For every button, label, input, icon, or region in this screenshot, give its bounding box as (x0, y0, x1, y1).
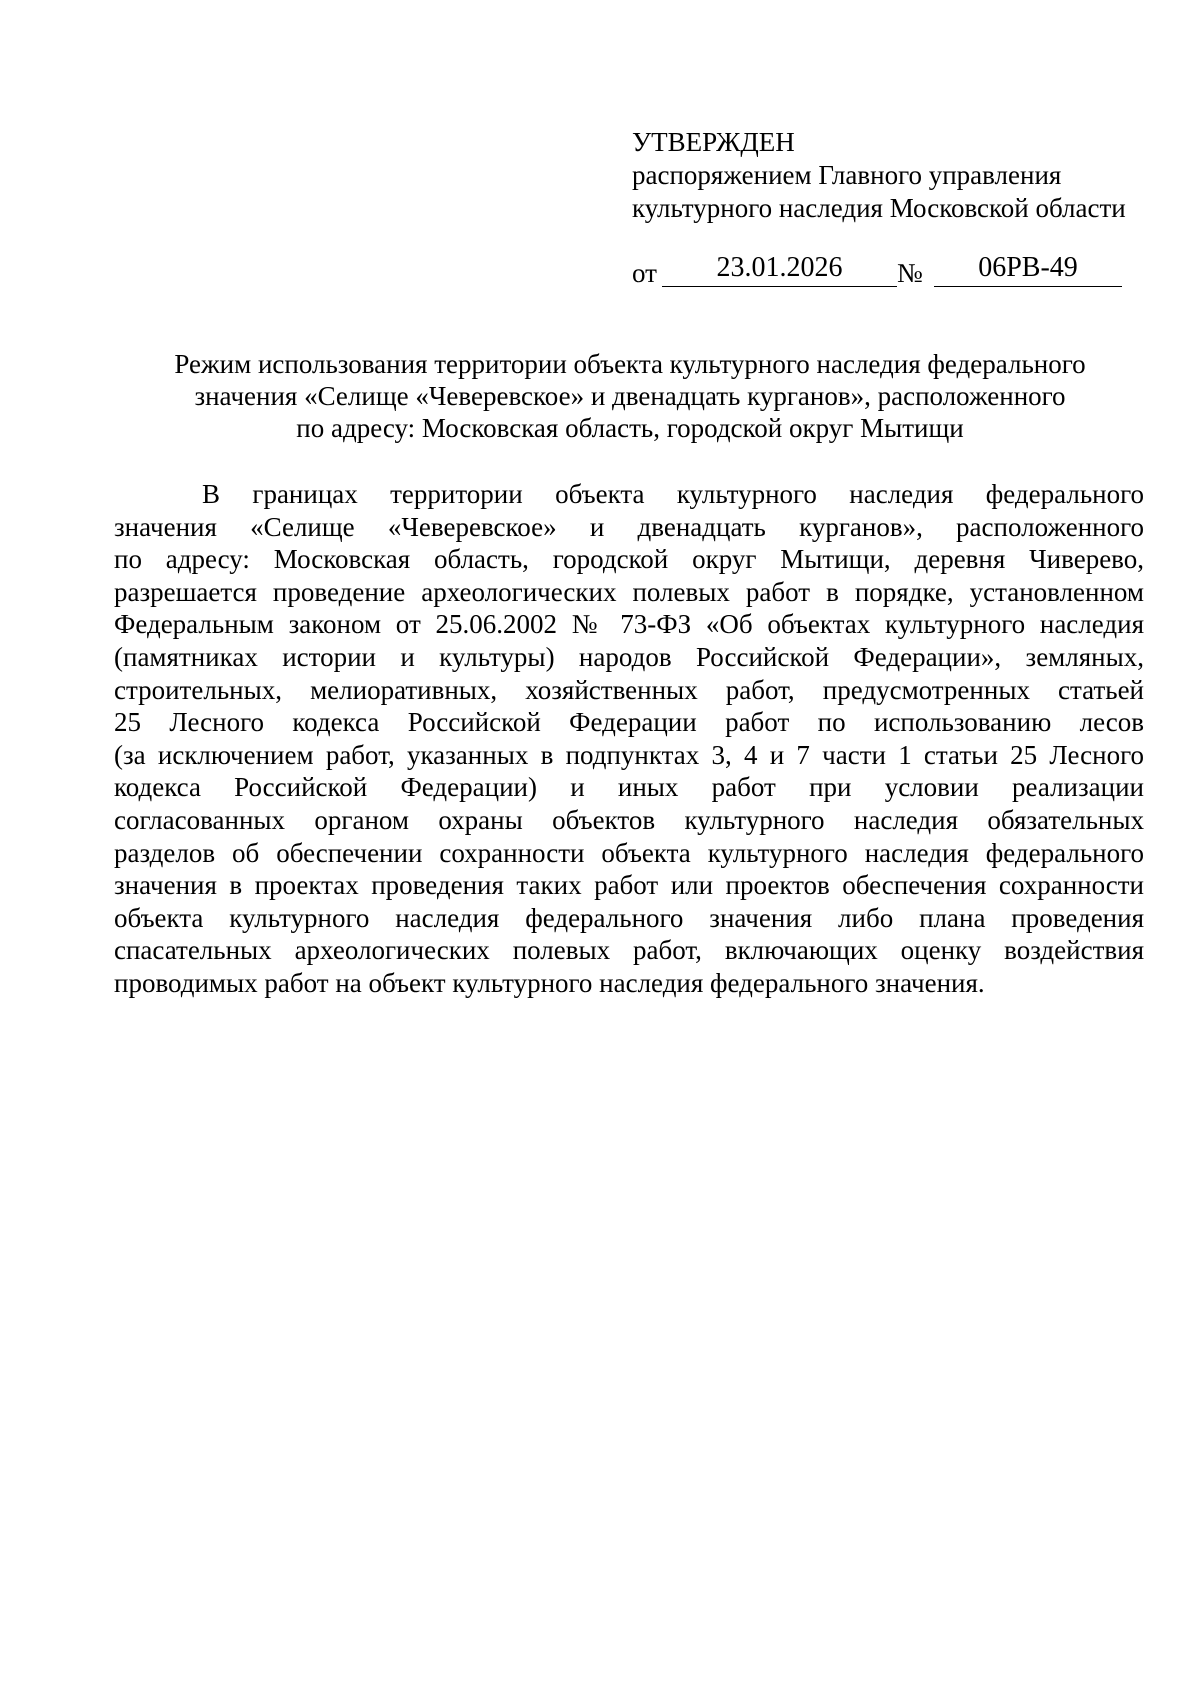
body-line: значения в проектах проведения таких работ или проектов обеспечения сохранности (114, 870, 1144, 901)
order-number: 06РВ-49 (934, 252, 1122, 287)
body-line: спасательных археологических полевых работ, включающих оценку воздействия (114, 935, 1144, 966)
body-line: по адресу: Московская область, городской округ Мытищи, деревня Чиверево, (114, 544, 1144, 575)
document-title (100, 348, 1160, 444)
approval-stamp-block (632, 126, 1152, 225)
document-body (114, 478, 1144, 1000)
order-date: 23.01.2026 (662, 252, 897, 287)
title-line-1: Режим использования территории объекта культурного наследия федерального (174, 349, 1086, 379)
body-line: проводимых работ на объект культурного наследия федерального значения. (114, 967, 985, 998)
body-line: (за исключением работ, указанных в подпунктах 3, 4 и 7 части 1 статьи 25 Лесного (114, 739, 1144, 770)
order-from-label: от (632, 258, 657, 288)
body-line: кодекса Российской Федерации) и иных работ при условии реализации (114, 772, 1144, 803)
title-line-2: значения «Селище «Чеверевское» и двенадцать курганов», расположенного (194, 381, 1066, 411)
title-line-3: по адресу: Московская область, городской округ Мытищи (296, 413, 964, 443)
body-line: разделов об обеспечении сохранности объекта культурного наследия федерального (114, 837, 1144, 868)
body-line: значения «Селище «Чеверевское» и двенадцать курганов», расположенного (114, 511, 1144, 542)
approval-heading: УТВЕРЖДЕН (632, 127, 795, 157)
order-number-label: № (897, 258, 923, 288)
approval-line-1: распоряжением Главного управления (632, 160, 1062, 190)
body-line: (памятниках истории и культуры) народов Российской Федерации», земляных, (114, 641, 1144, 672)
body-line: В границах территории объекта культурного наследия федерального (202, 479, 1144, 509)
body-line: согласованных органом охраны объектов культурного наследия обязательных (114, 804, 1144, 835)
body-line: строительных, мелиоративных, хозяйственных работ, предусмотренных статьей (114, 674, 1144, 705)
approval-line-2: культурного наследия Московской области (632, 193, 1126, 223)
order-details (632, 252, 1122, 292)
body-line: объекта культурного наследия федерального значения либо плана проведения (114, 902, 1144, 933)
body-line: Федеральным законом от 25.06.2002 № 73-ФЗ «Об объектах культурного наследия (114, 609, 1144, 640)
body-line: разрешается проведение археологических полевых работ в порядке, установленном (114, 576, 1144, 607)
body-line: 25 Лесного кодекса Российской Федерации работ по использованию лесов (114, 707, 1144, 738)
